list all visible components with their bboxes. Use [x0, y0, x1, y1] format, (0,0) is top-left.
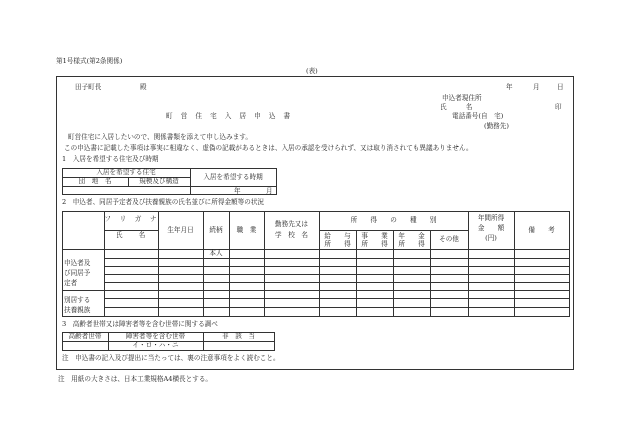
addressee-town: 田子町長 [75, 83, 102, 91]
applicant-name-label: 氏 名 [440, 103, 475, 111]
section2-col-work-1: 勤務先又は [275, 220, 308, 229]
section2-group2-line1: 別居する [64, 296, 91, 304]
section3-col-disabled: 障害者等を含む世帯 [125, 332, 186, 341]
section1-col-scale: 規模及び構造 [139, 177, 179, 186]
form-number: 第1号様式(第2条関係) [56, 57, 123, 65]
section2-income-pension-top: 年 金 [398, 231, 425, 240]
section1-timing-header: 入居を希望する時期 [203, 172, 263, 181]
section1-housing-header: 入居を希望する住宅 [96, 168, 156, 177]
form-title: 町 営 住 宅 入 居 申 込 書 [166, 112, 294, 120]
date-day: 日 [557, 83, 564, 91]
section2-col-furigana: フ リ ガ ナ [104, 214, 158, 223]
inner-note: 注 申込書の記入及び提出に当たっては、裏の注意事項をよく読むこと。 [62, 354, 280, 362]
section2-col-annual-3: (円) [485, 234, 497, 243]
section1-col-name: 団 地 名 [78, 177, 112, 186]
phone-label: 電話番号(自 宅) [452, 112, 504, 120]
addressee-suffix: 殿 [140, 83, 147, 91]
section1-timing-month: 月 [266, 187, 273, 195]
side-label: (表) [306, 67, 318, 75]
section2-group1-line3: 定者 [64, 279, 78, 287]
section3-options: イ・ロ・ハ・ニ [132, 341, 179, 350]
section3-title: 3 高齢者世帯又は障害者等を含む世帯に関する調べ [62, 320, 218, 328]
section2-income-other: その他 [439, 235, 459, 244]
body-paragraph-1: 町営住宅に入居したいので、関係書類を添えて申し込みます。 [68, 133, 252, 141]
section2-income-business-bottom: 所 得 [361, 239, 388, 248]
section2-group1-line2: び同居予 [64, 269, 91, 277]
section2-group2-line2: 扶養親族 [64, 306, 91, 314]
section2-col-name: 氏 名 [115, 231, 147, 240]
section1-title: 1 入居を希望する住宅及び時期 [62, 155, 159, 163]
section2-title: 2 申込者、同居予定者及び扶養親族の氏名並びに所得金額等の状況 [62, 198, 265, 206]
section2-income-salary-bottom: 所 得 [324, 239, 351, 248]
date-year: 年 [506, 83, 513, 91]
outer-note: 注 用紙の大きさは、日本工業規格A4横長とする。 [58, 375, 213, 383]
date-month: 月 [533, 83, 540, 91]
section2-col-annual-1: 年間所得 [477, 214, 505, 223]
seal-mark: 印 [555, 103, 562, 111]
applicant-address-label: 申込者現住所 [442, 94, 482, 102]
section2-income-salary-top: 給 与 [324, 231, 351, 240]
section2-col-work-2: 学 校 名 [275, 231, 308, 240]
section2-col-relation: 続柄 [209, 225, 223, 234]
section2-group1-line1: 申込者及 [64, 259, 91, 267]
section2-income-pension-bottom: 所 得 [398, 239, 425, 248]
section2-col-job: 職 業 [236, 225, 257, 234]
section3-col-elderly: 高齢者世帯 [68, 332, 102, 341]
section2-col-annual-2: 金 額 [477, 224, 505, 233]
body-paragraph-2: この申込書に記載した事項は事実に相違なく、虚偽の記載があるときは、入居の承認を受けられず、又は取り消されても異議ありません。 [64, 144, 473, 152]
section2-col-birth: 生年月日 [167, 225, 194, 234]
section2-income-business-top: 事 業 [361, 231, 388, 240]
phone-work-label: (勤務先) [484, 122, 509, 130]
section1-timing-year: 年 [234, 187, 241, 195]
section2-col-remarks: 備 考 [528, 225, 555, 234]
section2-self-mark: 本人 [209, 249, 223, 258]
section3-col-na: 非 該 当 [222, 332, 255, 341]
section2-income-header: 所 得 の 種 別 [350, 216, 437, 225]
